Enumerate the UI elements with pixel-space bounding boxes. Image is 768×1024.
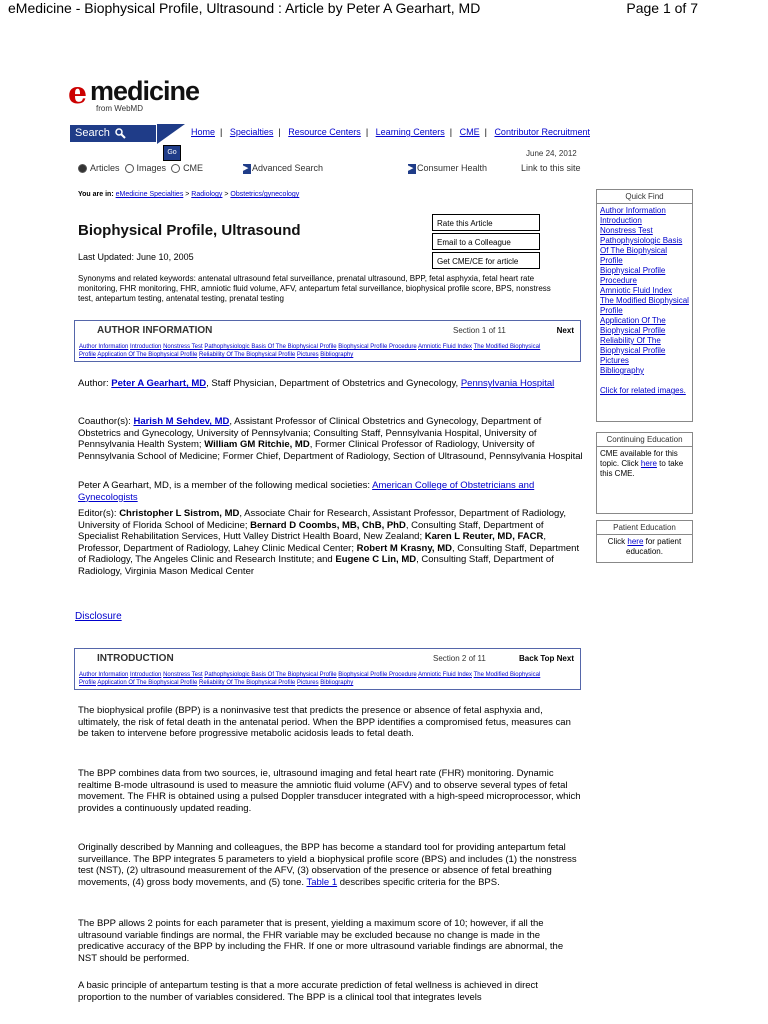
section-link[interactable]: Reliability Of The Biophysical Profile [198,352,296,358]
consumer-health-label: Consumer Health [417,163,488,173]
radio-cme[interactable] [171,164,180,173]
print-title: eMedicine - Biophysical Profile, Ultrasound : Article by Peter A Gearhart, MD [8,0,481,16]
coauthor-label: Coauthor(s): [78,416,131,427]
rate-article-button[interactable]: Rate this Article [432,214,540,231]
patient-here-link[interactable]: here [627,537,644,546]
qf-link[interactable]: Nonstress Test [600,226,653,235]
qf-link[interactable]: Introduction [600,216,642,225]
member-text: Peter A Gearhart, MD, is a member of the following medical societies: [78,480,370,491]
intro-paragraph-1: The biophysical profile (BPP) is a noninvasive test that predicts the presence or absence of fetal asphyxia and, ultimately, the risk of fetal death in the antenatal period. When the BPP identifies a compromised fetus, measures can be taken to intervene before progressive metabolic acidosis leads to fetal death. [78,705,571,740]
section-link[interactable]: The Modified Biophysical Profile [79,672,541,686]
radio-images[interactable] [125,164,134,173]
cme-text: to take this CME. [600,459,684,478]
editor-name: Eugene C Lin, MD [335,554,417,566]
section-link[interactable]: Pathophysiologic Basis Of The Biophysical Profile [204,344,337,350]
cme-text: CME available for this topic. Click [600,449,678,468]
editors-label: Editor(s): [78,508,117,519]
patient-education-title: Patient Education [597,521,692,535]
intro-text: describes specific criteria for the BPS. [339,876,500,888]
section-link[interactable]: The Modified Biophysical Profile [79,344,541,358]
section-links [79,671,549,687]
section-link[interactable]: Author Information [79,344,129,350]
quick-find-title: Quick Find [597,190,692,204]
member-societies [78,480,583,503]
radio-articles-label: Articles [90,163,120,173]
section-number: Section 1 of 11 [453,326,506,335]
breadcrumb-radiology[interactable]: Radiology [191,191,223,198]
intro-paragraph-5: A basic principle of antepartum testing is that a more accurate prediction of fetal wellness is achieved in direct proportion to the number of variables considered. The BPP is a clinical tool that integrates levels [78,980,538,1003]
editor-name: Christopher L Sistrom, MD [119,508,240,519]
qf-link[interactable]: Reliability Of The Biophysical Profile [600,336,666,355]
nav-contributor-recruitment[interactable]: Contributor Recruitment [494,127,590,137]
section-link[interactable]: Nonstress Test [163,672,203,678]
editors [78,508,583,578]
qf-link[interactable]: Application Of The Biophysical Profile [600,316,666,335]
qf-link[interactable]: Author Information [600,206,666,215]
search-button[interactable] [70,125,156,142]
cme-here-link[interactable]: here [640,459,657,468]
radio-cme-label: CME [183,163,204,173]
emedicine-logo[interactable] [68,70,208,112]
editor-desc: , Consulting Staff, Department of Radiology, The Angeles Clinic and Research Institute; and [78,542,580,566]
qf-link[interactable]: Amniotic Fluid Index [600,286,673,295]
section-link[interactable]: Biophysical Profile Procedure [338,344,417,350]
intro-paragraph-3 [78,842,583,888]
author-info [78,378,583,390]
intro-paragraph-2: The BPP combines data from two sources, ie, ultrasound imaging and fetal heart rate (FHR) monitoring. Dynamic realtime B-mode ultrasound is used to measure the amniotic fluid volume (AFV) and to observe several types of fetal movement. The FHR is obtained using a pulsed Doppler transducer integrated with a high-speed microprocessor, which provides a continuously updated reading. [78,768,581,814]
section-link[interactable]: Introduction [130,672,162,678]
coauthors [78,416,583,462]
section-link[interactable]: Nonstress Test [163,344,203,350]
print-header [0,0,768,20]
intro-text: Originally described by Manning and colleagues, the BPP has become a standard tool for providing antepartum fetal surveillance. The BPP integrates 5 parameters to yield a biophysical profile score (BPS) and includes (1) the nonstress test (NST), (2) ultrasound measurement of the AFV, (3) observation of the presence or absence of fetal breathing movements, (4) gross body movements, and (5) tone. [78,842,577,888]
editor-name: Karen L Reuter, MD, FACR [424,531,544,543]
logo-sub: from WebMD [96,104,143,113]
breadcrumb: You are in: eMedicine Specialties > Radiology > Obstetrics/gynecology [78,191,300,198]
section-number: Section 2 of 11 [433,654,486,663]
synonyms: Synonyms and related keywords: antenatal ultrasound fetal surveillance, prenatal ultrasound, BPP, fetal asphyxia, fetal heart rate monitoring, FHR monitoring, FHR, amniotic fluid volume, AFV, antepartum fetal surveillance, biophysical profile score, BPS, nonstress test, antepartum testing, antenatal testing, prenatal testing [78,274,551,303]
search-icon [115,128,126,139]
coauthor-name: William GM Ritchie, MD [204,439,310,451]
section-link[interactable]: Pathophysiologic Basis Of The Biophysical Profile [204,672,337,678]
coauthor-desc: , Assistant Professor of Clinical Obstetrics and Gynecology, Department of Obstetrics and Gynecology, University of Pennsylvania; Consulting Staff, Pennsylvania Hospital, University of Pennsylvania Health System; [78,416,542,451]
go-button[interactable]: Go [163,145,181,161]
nav-resource-centers[interactable]: Resource Centers [288,127,361,137]
get-cme-button[interactable]: Get CME/CE for article [432,252,540,269]
email-colleague-button[interactable]: Email to a Colleague [432,233,540,250]
radio-images-label: Images [136,163,167,173]
disclosure-link[interactable]: Disclosure [75,611,122,622]
section-link[interactable]: Pictures [296,680,319,686]
section-nav-introduction [74,648,581,690]
section-link[interactable]: Biophysical Profile Procedure [338,672,417,678]
patient-education-box [596,520,693,563]
section-link[interactable]: Application Of The Biophysical Profile [97,680,198,686]
search-label: Search [75,127,110,139]
section-title: INTRODUCTION [97,653,174,664]
continuing-education-box [596,432,693,514]
arrow-icon: ▶ [408,164,416,174]
back-top-next-links[interactable]: Back Top Next [519,654,574,663]
nav-cme[interactable]: CME [459,127,480,137]
section-link[interactable]: Introduction [130,344,162,350]
arrow-icon: ▶ [243,164,251,174]
patient-text: Click [607,537,626,546]
continuing-education-title: Continuing Education [597,433,692,447]
advanced-search-label: Advanced Search [252,163,324,173]
nav-specialties[interactable]: Specialties [229,127,274,137]
qf-link[interactable]: The Modified Biophysical Profile [600,296,689,315]
advanced-search-link[interactable] [243,163,323,174]
qf-link[interactable]: Pictures [600,356,629,365]
intro-paragraph-4: The BPP allows 2 points for each parameter that is present, yielding a maximum score of 10; however, if all the ultrasound variable findings are normal, the FHR variable may be excluded because no change is made in the predicative accuracy of the BPP by including the FHR. If one or more ultrasound variable findings are abnormal, the NST should be performed. [78,918,564,964]
editor-desc: , Consulting Staff, Department of Radiology, Virginia Mason Medical Center [78,554,554,577]
coauthor-desc: , Former Clinical Professor of Radiology, University of Pennsylvania School of Medicine; Former Chief, Department of Radiology, Section of Ultrasound, Pennsylvania Hospital [78,439,583,462]
section-link[interactable]: Author Information [79,672,129,678]
current-date: June 24, 2012 [526,149,577,158]
qf-link[interactable]: Biophysical Profile Procedure [600,266,666,285]
last-updated: Last Updated: June 10, 2005 [78,252,194,262]
breadcrumb-obgyn[interactable]: Obstetrics/gynecology [230,191,300,198]
section-link[interactable]: Amniotic Fluid Index [418,344,473,350]
table-1-link[interactable]: Table 1 [306,876,338,888]
section-link[interactable]: Amniotic Fluid Index [418,672,473,678]
radio-articles[interactable] [78,164,87,173]
nav-home[interactable]: Home [191,127,216,137]
author-institution-link[interactable]: Pennsylvania Hospital [460,378,555,389]
section-link[interactable]: Bibliography [320,680,354,686]
section-nav-author [74,320,581,362]
section-link[interactable]: Pictures [296,352,319,358]
related-images-link[interactable]: Click for related images. [600,386,686,395]
breadcrumb-specialties[interactable]: eMedicine Specialties [115,191,184,198]
editor-name: Bernard D Coombs, MB, ChB, PhD [250,519,406,531]
section-links [79,343,549,359]
top-nav: Home | Specialties | Resource Centers | Learning Centers | CME | Contributor Recruitment [191,127,590,137]
section-title: AUTHOR INFORMATION [97,325,213,336]
breadcrumb-prefix: You are in: [78,191,114,198]
page-title: Biophysical Profile, Ultrasound [78,222,301,239]
patient-text: for patient education. [626,537,682,556]
logo-word: medicine [90,76,200,106]
editor-desc: , Associate Chair for Research, Assistant Professor, Department of Radiology, University of Florida School of Medicine; [78,508,567,531]
next-link[interactable]: Next [556,326,574,335]
link-to-site[interactable]: Link to this site [521,163,581,173]
nav-learning-centers[interactable]: Learning Centers [375,127,445,137]
logo-e: e [68,76,88,111]
editor-desc: , Consulting Staff, Department of Specialist Rehabilitation Services, Hutt Valley District Health Board, New Zealand; [78,519,544,543]
coauthor-name-link[interactable]: Harish M Sehdev, MD [133,416,230,427]
author-name-link[interactable]: Peter A Gearhart, MD [111,378,207,389]
quick-find-box [596,189,693,422]
author-label: Author: [78,378,109,389]
editor-desc: , Professor, Department of Radiology, Lahey Clinic Medical Center; [78,531,546,554]
qf-link[interactable]: Pathophysiologic Basis Of The Biophysical Profile [600,236,683,265]
acog-link[interactable]: American College of Obstetricians and Gynecologists [78,480,535,503]
page-counter: Page 1 of 7 [626,0,698,16]
author-desc: , Staff Physician, Department of Obstetrics and Gynecology, [206,378,459,389]
qf-link[interactable]: Bibliography [600,366,645,375]
consumer-health-link[interactable] [408,163,487,174]
section-link[interactable]: Reliability Of The Biophysical Profile [198,680,296,686]
editor-name: Robert M Krasny, MD [356,542,452,554]
section-link[interactable]: Bibliography [320,352,354,358]
search-scope [78,163,203,173]
search-tab-corner [157,124,185,144]
section-link[interactable]: Application Of The Biophysical Profile [97,352,198,358]
